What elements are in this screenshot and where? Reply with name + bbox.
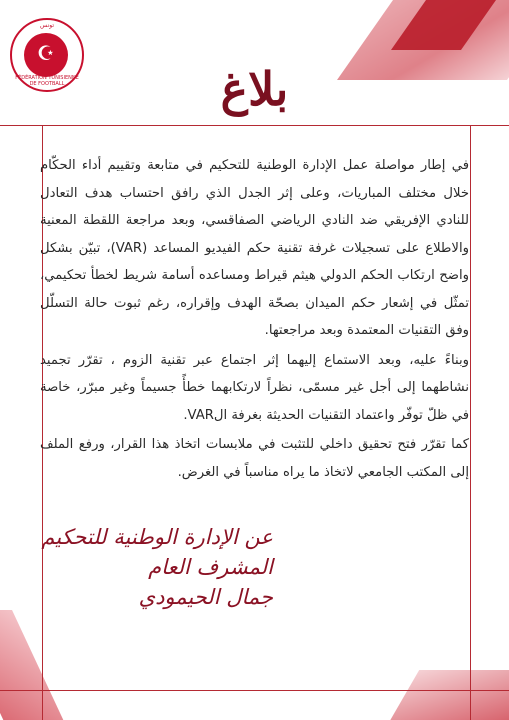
signature-name: جمال الحيمودي [138, 585, 273, 609]
logo-top-text: تونس [39, 22, 55, 29]
frame-line-top [0, 125, 509, 126]
frame-line-bottom [0, 690, 509, 691]
logo-ring-text: FÉDÉRATION TUNISIENNE DE FOOTBALL [15, 75, 79, 87]
body-paragraph: في إطار مواصلة عمل الإدارة الوطنية للتحكيم في متابعة وتقييم أداء الحكّام خلال مختلف المباريات، وعلى إثر الجدل الذي رافق احتساب هدف التعادل للنادي الإفريقي ضد النادي الرياضي الصفاقسي، وبعد مراجعة اللقطة المعنية والاطلاع على تسجيلات غرفة تقنية حكم الفيديو المساعد (VAR)، تبيّن بشكل واضح ارتكاب الحكم الدولي هيثم قيراط ومساعده أسامة شريط لخطأ تحكيمي، تمثّل في إشعار حكم الميدان بصحّة الهدف وإقراره، رغم ثبوت حالة التسلّل وفق التقنيات المعتمدة وبعد مراجعتها. [40, 158, 469, 338]
decorative-corner-bottom-right [379, 670, 509, 720]
signature-role: المشرف العام [148, 555, 273, 579]
signature-block [33, 522, 273, 612]
decorative-corner-bottom-left [0, 610, 68, 720]
frame-line-right [470, 125, 471, 720]
communique-body [40, 152, 469, 486]
body-paragraph: وبناءً عليه، وبعد الاستماع إليهما إثر اجتماع عبر تقنية الزوم ، تقرّر تجميد نشاطهما إلى أجل غير مسمّى، نظراً لارتكابهما خطأً جسيماً وغير مبرّر، خاصة في ظلّ توفّر واعتماد التقنيات الحديثة بغرفة الVAR. [40, 352, 469, 423]
signature-organization: عن الإدارة الوطنية للتحكيم [41, 525, 273, 549]
page-title: بلاغ [220, 62, 289, 116]
body-paragraph: كما تقرّر فتح تحقيق داخلي للتثبت في ملابسات اتخاذ هذا القرار، ورفع الملف إلى المكتب الجامعي لاتخاذ ما يراه مناسباً في الغرض. [40, 437, 469, 480]
crescent-star-icon: ☪ [37, 41, 55, 65]
